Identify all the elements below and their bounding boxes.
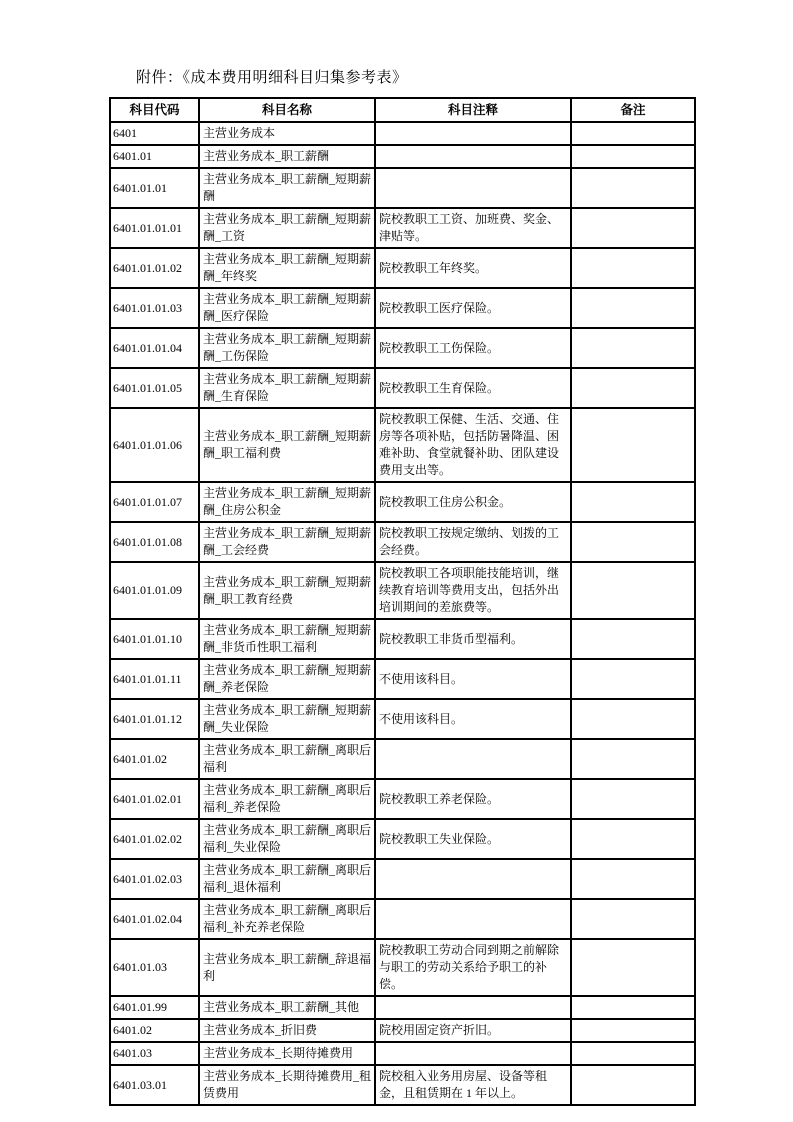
subject-name-cell: 主营业务成本_职工薪酬_离职后福利 xyxy=(199,739,375,779)
subject-name-cell: 主营业务成本_职工薪酬_短期薪酬_年终奖 xyxy=(199,248,375,288)
subject-name-cell: 主营业务成本_折旧费 xyxy=(199,1019,375,1042)
table-row xyxy=(110,1019,695,1042)
table-row xyxy=(110,699,695,739)
subject-note-cell: 院校用固定资产折旧。 xyxy=(375,1019,571,1042)
subject-name-cell: 主营业务成本_职工薪酬_短期薪酬_医疗保险 xyxy=(199,288,375,328)
subject-code-cell: 6401.01.03 xyxy=(110,939,199,996)
table-row xyxy=(110,899,695,939)
table-row xyxy=(110,122,695,145)
subject-name-cell: 主营业务成本_长期待摊费用_租赁费用 xyxy=(199,1065,375,1105)
remark-cell xyxy=(571,482,695,522)
subject-code-cell: 6401.01.01.08 xyxy=(110,522,199,562)
subject-name-cell: 主营业务成本_长期待摊费用 xyxy=(199,1042,375,1065)
table-row xyxy=(110,1042,695,1065)
subject-code-cell: 6401.01.01.07 xyxy=(110,482,199,522)
subject-code-cell: 6401.01.01.05 xyxy=(110,368,199,408)
remark-cell xyxy=(571,1042,695,1065)
subject-note-cell: 院校教职工非货币型福利。 xyxy=(375,619,571,659)
subject-code-cell: 6401.01.02.01 xyxy=(110,779,199,819)
subject-note-cell xyxy=(375,1042,571,1065)
subject-code-cell: 6401.03 xyxy=(110,1042,199,1065)
subject-code-cell: 6401.03.01 xyxy=(110,1065,199,1105)
subject-code-cell: 6401.01.02.04 xyxy=(110,899,199,939)
remark-cell xyxy=(571,368,695,408)
table-row xyxy=(110,288,695,328)
remark-cell xyxy=(571,122,695,145)
remark-cell xyxy=(571,619,695,659)
subject-code-cell: 6401.01.01.02 xyxy=(110,248,199,288)
remark-cell xyxy=(571,739,695,779)
subject-name-cell: 主营业务成本_职工薪酬 xyxy=(199,145,375,168)
subject-code-cell: 6401.01.01.12 xyxy=(110,699,199,739)
remark-cell xyxy=(571,939,695,996)
subject-name-cell: 主营业务成本_职工薪酬_短期薪酬_工会经费 xyxy=(199,522,375,562)
subject-code-cell: 6401.01.99 xyxy=(110,996,199,1019)
subject-code-cell: 6401.01.01.11 xyxy=(110,659,199,699)
subject-note-cell: 院校教职工各项职能技能培训，继续教育培训等费用支出，包括外出培训期间的差旅费等。 xyxy=(375,562,571,619)
subject-code-cell: 6401.01.01.03 xyxy=(110,288,199,328)
subject-note-cell: 院校教职工住房公积金。 xyxy=(375,482,571,522)
subject-note-cell xyxy=(375,899,571,939)
table-row xyxy=(110,659,695,699)
subject-name-cell: 主营业务成本_职工薪酬_短期薪酬_职工福利费 xyxy=(199,408,375,482)
subject-code-cell: 6401 xyxy=(110,122,199,145)
subject-name-cell: 主营业务成本_职工薪酬_短期薪酬_生育保险 xyxy=(199,368,375,408)
subject-name-cell: 主营业务成本_职工薪酬_离职后福利_失业保险 xyxy=(199,819,375,859)
remark-cell xyxy=(571,899,695,939)
subject-note-cell: 院校教职工劳动合同到期之前解除与职工的劳动关系给予职工的补偿。 xyxy=(375,939,571,996)
table-row xyxy=(110,522,695,562)
table-row xyxy=(110,1065,695,1105)
header-remark: 备注 xyxy=(571,98,695,122)
subject-name-cell: 主营业务成本_职工薪酬_短期薪酬_住房公积金 xyxy=(199,482,375,522)
subjects-table xyxy=(109,97,696,1106)
subject-note-cell: 院校教职工失业保险。 xyxy=(375,819,571,859)
table-body xyxy=(110,122,695,1105)
remark-cell xyxy=(571,328,695,368)
remark-cell xyxy=(571,1065,695,1105)
subject-code-cell: 6401.01.01.06 xyxy=(110,408,199,482)
remark-cell xyxy=(571,699,695,739)
subject-code-cell: 6401.01 xyxy=(110,145,199,168)
subject-code-cell: 6401.01.01.04 xyxy=(110,328,199,368)
subject-name-cell: 主营业务成本_职工薪酬_短期薪酬_非货币性职工福利 xyxy=(199,619,375,659)
remark-cell xyxy=(571,859,695,899)
subject-name-cell: 主营业务成本_职工薪酬_短期薪酬_工资 xyxy=(199,208,375,248)
subject-name-cell: 主营业务成本_职工薪酬_离职后福利_退休福利 xyxy=(199,859,375,899)
header-subject-name: 科目名称 xyxy=(199,98,375,122)
table-row xyxy=(110,145,695,168)
subject-name-cell: 主营业务成本_职工薪酬_其他 xyxy=(199,996,375,1019)
remark-cell xyxy=(571,659,695,699)
subject-name-cell: 主营业务成本_职工薪酬_离职后福利_补充养老保险 xyxy=(199,899,375,939)
subject-code-cell: 6401.01.02.02 xyxy=(110,819,199,859)
remark-cell xyxy=(571,562,695,619)
table-row xyxy=(110,619,695,659)
table-row xyxy=(110,328,695,368)
subject-note-cell xyxy=(375,739,571,779)
table-row xyxy=(110,562,695,619)
subject-code-cell: 6401.01.01.01 xyxy=(110,208,199,248)
subject-note-cell: 不使用该科目。 xyxy=(375,659,571,699)
subject-note-cell: 不使用该科目。 xyxy=(375,699,571,739)
subject-note-cell: 院校教职工按规定缴纳、划拨的工会经费。 xyxy=(375,522,571,562)
table-row xyxy=(110,368,695,408)
subject-name-cell: 主营业务成本_职工薪酬_辞退福利 xyxy=(199,939,375,996)
table-row xyxy=(110,819,695,859)
subject-note-cell: 院校教职工养老保险。 xyxy=(375,779,571,819)
subject-note-cell: 院校教职工保健、生活、交通、住房等各项补贴，包括防暑降温、困难补助、食堂就餐补助、团队建设费用支出等。 xyxy=(375,408,571,482)
remark-cell xyxy=(571,819,695,859)
table-row xyxy=(110,779,695,819)
subject-note-cell: 院校教职工年终奖。 xyxy=(375,248,571,288)
subject-note-cell xyxy=(375,859,571,899)
subject-name-cell: 主营业务成本_职工薪酬_短期薪酬_失业保险 xyxy=(199,699,375,739)
remark-cell xyxy=(571,168,695,208)
table-row xyxy=(110,739,695,779)
table-row xyxy=(110,482,695,522)
remark-cell xyxy=(571,996,695,1019)
subject-name-cell: 主营业务成本_职工薪酬_离职后福利_养老保险 xyxy=(199,779,375,819)
subject-code-cell: 6401.02 xyxy=(110,1019,199,1042)
subject-note-cell: 院校教职工工伤保险。 xyxy=(375,328,571,368)
header-row xyxy=(110,98,695,122)
remark-cell xyxy=(571,1019,695,1042)
subject-name-cell: 主营业务成本_职工薪酬_短期薪酬_工伤保险 xyxy=(199,328,375,368)
subject-code-cell: 6401.01.01.10 xyxy=(110,619,199,659)
subject-note-cell: 院校租入业务用房屋、设备等租金，且租赁期在 1 年以上。 xyxy=(375,1065,571,1105)
subject-note-cell xyxy=(375,145,571,168)
remark-cell xyxy=(571,208,695,248)
table-row xyxy=(110,996,695,1019)
subject-code-cell: 6401.01.01.09 xyxy=(110,562,199,619)
attachment-title: 附件：《成本费用明细科目归集参考表》 xyxy=(136,70,408,86)
remark-cell xyxy=(571,288,695,328)
remark-cell xyxy=(571,408,695,482)
table-row xyxy=(110,408,695,482)
subject-note-cell: 院校教职工工资、加班费、奖金、津贴等。 xyxy=(375,208,571,248)
subject-note-cell: 院校教职工医疗保险。 xyxy=(375,288,571,328)
subject-code-cell: 6401.01.02 xyxy=(110,739,199,779)
subject-code-cell: 6401.01.02.03 xyxy=(110,859,199,899)
subject-note-cell: 院校教职工生育保险。 xyxy=(375,368,571,408)
table-row xyxy=(110,859,695,899)
subject-name-cell: 主营业务成本_职工薪酬_短期薪酬_职工教育经费 xyxy=(199,562,375,619)
subject-name-cell: 主营业务成本_职工薪酬_短期薪酬 xyxy=(199,168,375,208)
subject-note-cell xyxy=(375,122,571,145)
header-subject-code: 科目代码 xyxy=(110,98,199,122)
table-row xyxy=(110,248,695,288)
table-row xyxy=(110,168,695,208)
remark-cell xyxy=(571,145,695,168)
table-row xyxy=(110,939,695,996)
subject-note-cell xyxy=(375,168,571,208)
remark-cell xyxy=(571,522,695,562)
table-row xyxy=(110,208,695,248)
subject-name-cell: 主营业务成本 xyxy=(199,122,375,145)
subject-note-cell xyxy=(375,996,571,1019)
subject-name-cell: 主营业务成本_职工薪酬_短期薪酬_养老保险 xyxy=(199,659,375,699)
subject-code-cell: 6401.01.01 xyxy=(110,168,199,208)
header-subject-note: 科目注释 xyxy=(375,98,571,122)
remark-cell xyxy=(571,779,695,819)
remark-cell xyxy=(571,248,695,288)
